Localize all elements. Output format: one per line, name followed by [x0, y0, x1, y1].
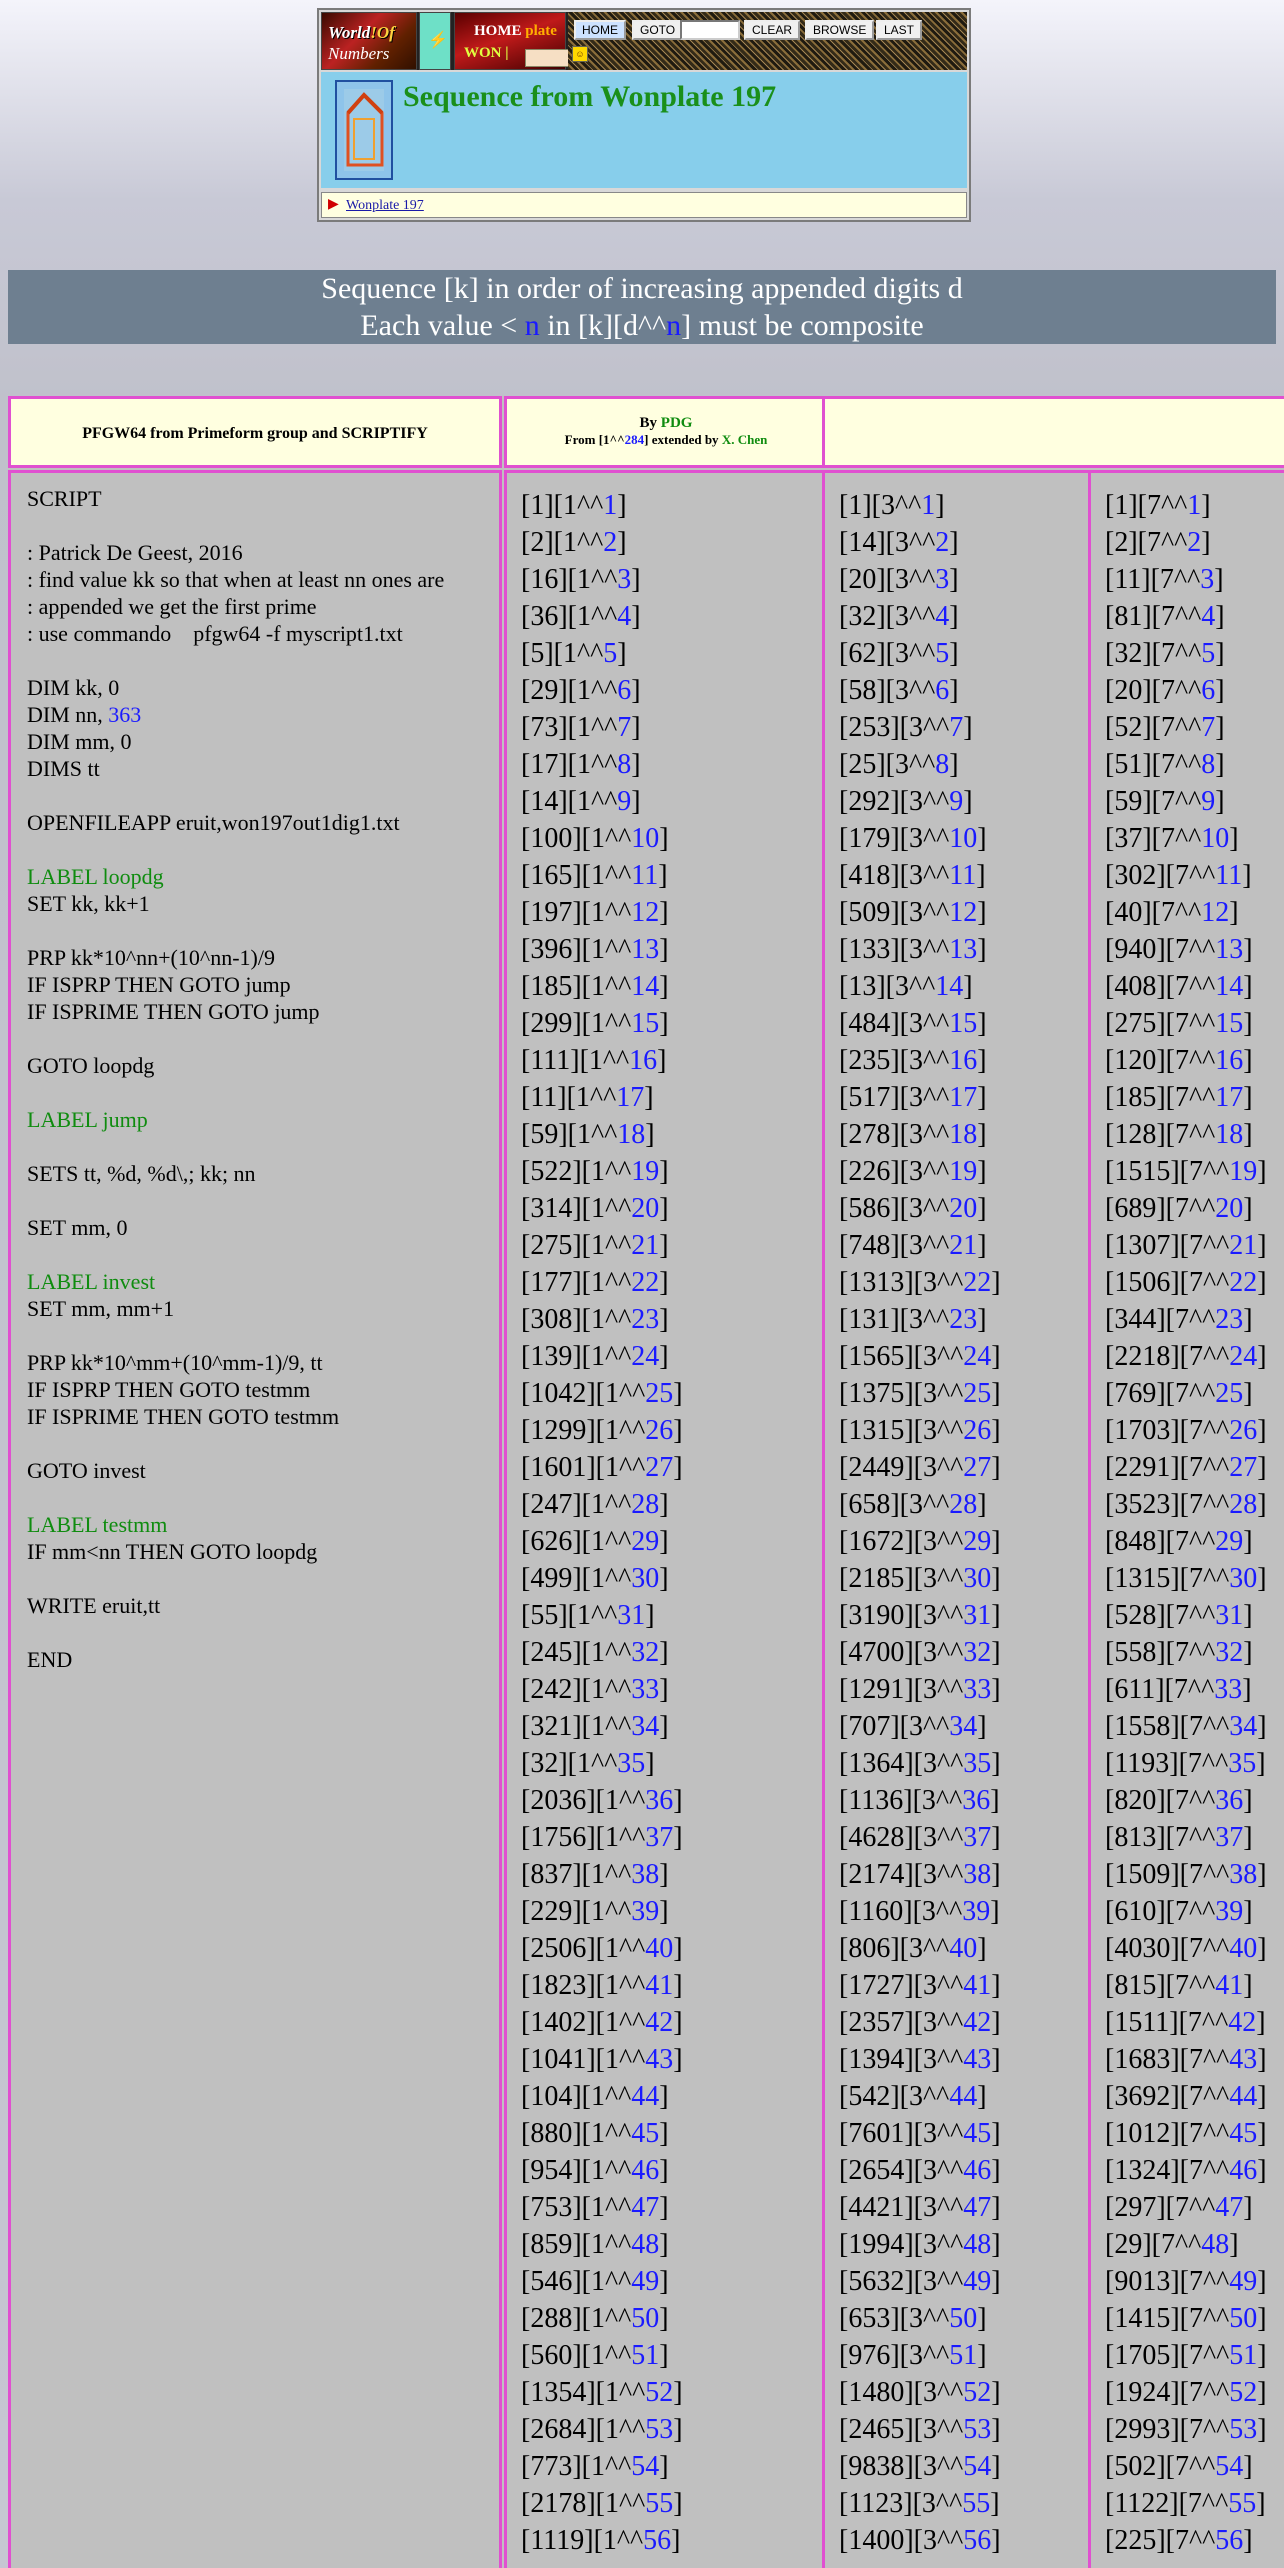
script-line: IF ISPRIME THEN GOTO jump	[27, 999, 320, 1024]
sequence-entry: [1415][7^^50]	[1105, 2303, 1267, 2334]
script-line: GOTO loopdg	[27, 1053, 155, 1078]
sequence-entry: [1394][3^^43]	[839, 2044, 1001, 2075]
sequence-entry: [25][3^^8]	[839, 749, 959, 780]
sequence-entry: [2291][7^^27]	[1105, 1452, 1267, 1483]
sequence-entry: [59][7^^9]	[1105, 786, 1225, 817]
sequence-entry: [4030][7^^40]	[1105, 1933, 1267, 1964]
sequence-entry: [17][1^^8]	[521, 749, 641, 780]
sequence-entry: [120][7^^16]	[1105, 1045, 1253, 1076]
script-line: IF ISPRIME THEN GOTO testmm	[27, 1404, 340, 1429]
sequence-entry: [1364][3^^35]	[839, 1748, 1001, 1779]
sequence-entry: [880][1^^45]	[521, 2118, 669, 2149]
script-line	[27, 1133, 499, 1160]
sequence-entry: [1012][7^^45]	[1105, 2118, 1267, 2149]
sequence-entry: [837][1^^38]	[521, 1859, 669, 1890]
sequence-entry: [2][7^^2]	[1105, 527, 1211, 558]
sequence-entry: [1727][3^^41]	[839, 1970, 1001, 2001]
script-line: IF mm<nn THEN GOTO loopdg	[27, 1539, 318, 1564]
header-script: PFGW64 from Primeform group and SCRIPTIFY	[8, 396, 502, 468]
sequence-entry: [1160][3^^39]	[839, 1896, 1000, 1927]
sequence-entry: [111][1^^16]	[521, 1045, 667, 1076]
sequence-entry: [1313][3^^22]	[839, 1267, 1001, 1298]
sequence-entry: [13][3^^14]	[839, 971, 973, 1002]
sequence-entry: [976][3^^51]	[839, 2340, 987, 2371]
script-line: IF ISPRP THEN GOTO testmm	[27, 1377, 311, 1402]
goto-input[interactable]	[680, 20, 740, 40]
wonplate-link[interactable]: Wonplate 197	[346, 198, 424, 213]
script-line: OPENFILEAPP eruit,won197out1dig1.txt	[27, 810, 400, 835]
sequence-entry: [1315][3^^26]	[839, 1415, 1001, 1446]
sequence-entry: [1041][1^^43]	[521, 2044, 683, 2075]
sequence-entry: [2506][1^^40]	[521, 1933, 683, 1964]
script-line: LABEL jump	[27, 1107, 148, 1132]
sequence-entry: [1511][7^^42]	[1105, 2007, 1266, 2038]
sequence-entry: [4628][3^^37]	[839, 1822, 1001, 1853]
sequence-entry: [1509][7^^38]	[1105, 1859, 1267, 1890]
sequence-entry: [308][1^^23]	[521, 1304, 669, 1335]
sequence-entry: [2449][3^^27]	[839, 1452, 1001, 1483]
banner-line-1: Sequence [k] in order of increasing appended digits d	[321, 272, 963, 305]
lightning-icon[interactable]: ⚡	[419, 12, 451, 70]
script-line: LABEL testmm	[27, 1512, 168, 1537]
sequence-entry: [859][1^^48]	[521, 2229, 669, 2260]
script-line: : Patrick De Geest, 2016	[27, 540, 243, 565]
page-title: Sequence from Wonplate 197	[403, 80, 777, 113]
sequence-entry: [4421][3^^47]	[839, 2192, 1001, 2223]
clear-button[interactable]: CLEAR	[744, 20, 800, 40]
sequence-entry: [297][7^^47]	[1105, 2192, 1253, 2223]
sequence-entry: [499][1^^30]	[521, 1563, 669, 1594]
sequence-entry: [509][3^^12]	[839, 897, 987, 928]
sequence-entry: [37][7^^10]	[1105, 823, 1239, 854]
sequence-entry: [848][7^^29]	[1105, 1526, 1253, 1557]
sequence-entry: [62][3^^5]	[839, 638, 959, 669]
sequence-entry: [104][1^^44]	[521, 2081, 669, 2112]
script-line	[27, 1187, 499, 1214]
script-line: DIM kk, 0	[27, 675, 120, 700]
sequence-entry: [11][1^^17]	[521, 1082, 654, 1113]
sequence-entry: [275][1^^21]	[521, 1230, 669, 1261]
sequence-entry: [20][7^^6]	[1105, 675, 1225, 706]
sequence-entry: [1193][7^^35]	[1105, 1748, 1266, 1779]
sequence-entry: [1307][7^^21]	[1105, 1230, 1267, 1261]
sequence-entry: [773][1^^54]	[521, 2451, 669, 2482]
sequence-entry: [1122][7^^55]	[1105, 2488, 1266, 2519]
sequence-entry: [226][3^^19]	[839, 1156, 987, 1187]
sequence-entry: [1823][1^^41]	[521, 1970, 683, 2001]
sequence-entry: [29][1^^6]	[521, 675, 641, 706]
sequence-entry: [59][1^^18]	[521, 1119, 655, 1150]
sequence-entry: [278][3^^18]	[839, 1119, 987, 1150]
script-line	[27, 1322, 499, 1349]
sequence-entry: [275][7^^15]	[1105, 1008, 1253, 1039]
sequence-entry: [51][7^^8]	[1105, 749, 1225, 780]
script-line: DIMS tt	[27, 756, 100, 781]
sequence-entry: [131][3^^23]	[839, 1304, 987, 1335]
sequence-entry: [4700][3^^32]	[839, 1637, 1001, 1668]
script-line: DIM mm, 0	[27, 729, 132, 754]
sequence-entry: [100][1^^10]	[521, 823, 669, 854]
sequence-entry: [9013][7^^49]	[1105, 2266, 1267, 2297]
sequence-entry: [1400][3^^56]	[839, 2525, 1001, 2556]
home-button[interactable]: HOME	[574, 20, 626, 40]
sequence-entry: [542][3^^44]	[839, 2081, 987, 2112]
sequence-entry: [288][1^^50]	[521, 2303, 669, 2334]
sequence-entry: [344][7^^23]	[1105, 1304, 1253, 1335]
sequence-entry: [1354][1^^52]	[521, 2377, 683, 2408]
sequence-entry: [611][7^^33]	[1105, 1674, 1252, 1705]
script-line: PRP kk*10^mm+(10^mm-1)/9, tt	[27, 1350, 323, 1375]
smiley-icon[interactable]: ☺	[572, 46, 588, 62]
sequence-entry: [1703][7^^26]	[1105, 1415, 1267, 1446]
sequence-entry: [1565][3^^24]	[839, 1341, 1001, 1372]
script-line	[27, 647, 499, 674]
script-line	[27, 917, 499, 944]
sequence-entry: [560][1^^51]	[521, 2340, 669, 2371]
sequence-entry: [954][1^^46]	[521, 2155, 669, 2186]
sequence-entry: [1324][7^^46]	[1105, 2155, 1267, 2186]
sequence-entry: [235][3^^16]	[839, 1045, 987, 1076]
header-xinyao-chen	[822, 396, 1284, 468]
script-listing	[8, 470, 502, 2568]
script-line	[27, 1484, 499, 1511]
sequence-entry: [7601][3^^45]	[839, 2118, 1001, 2149]
sequence-entry: [5632][3^^49]	[839, 2266, 1001, 2297]
sequence-entry: [2218][7^^24]	[1105, 1341, 1267, 1372]
script-line	[27, 512, 499, 539]
sequence-entry: [177][1^^22]	[521, 1267, 669, 1298]
sequence-entry: [940][7^^13]	[1105, 934, 1253, 965]
sequence-entry: [1756][1^^37]	[521, 1822, 683, 1853]
script-line: LABEL invest	[27, 1269, 156, 1294]
script-line: PRP kk*10^nn+(10^nn-1)/9	[27, 945, 275, 970]
sequence-entry: [2178][1^^55]	[521, 2488, 683, 2519]
sequence-entry: [1683][7^^43]	[1105, 2044, 1267, 2075]
sequence-entry: [1994][3^^48]	[839, 2229, 1001, 2260]
sequence-entry: [2185][3^^30]	[839, 1563, 1001, 1594]
script-line	[27, 1241, 499, 1268]
script-line: SCRIPT	[27, 486, 102, 511]
sequence-entry: [408][7^^14]	[1105, 971, 1253, 1002]
sequence-entry: [806][3^^40]	[839, 1933, 987, 1964]
script-line	[27, 782, 499, 809]
sequence-entry: [1672][3^^29]	[839, 1526, 1001, 1557]
sequence-entry: [748][3^^21]	[839, 1230, 987, 1261]
sequence-entry: [658][3^^28]	[839, 1489, 987, 1520]
sequence-entry: [626][1^^29]	[521, 1526, 669, 1557]
sequence-entry: [32][3^^4]	[839, 601, 959, 632]
sequence-entry: [55][1^^31]	[521, 1600, 655, 1631]
sequence-entry: [247][1^^28]	[521, 1489, 669, 1520]
script-line: : use commando pfgw64 -f myscript1.txt	[27, 621, 403, 646]
sequence-entry: [52][7^^7]	[1105, 712, 1225, 743]
script-line	[27, 1025, 499, 1052]
sequence-entry: [3692][7^^44]	[1105, 2081, 1267, 2112]
sequence-entry: [2684][1^^53]	[521, 2414, 683, 2445]
title-area	[321, 72, 967, 188]
results-table	[8, 396, 1284, 2568]
sequence-entry: [139][1^^24]	[521, 1341, 669, 1372]
sequence-banner	[8, 270, 1276, 344]
script-line: SETS tt, %d, %d\,; kk; nn	[27, 1161, 256, 1186]
sequence-entry: [32][1^^35]	[521, 1748, 655, 1779]
sequence-entry: [1315][7^^30]	[1105, 1563, 1267, 1594]
script-line	[27, 1430, 499, 1457]
sequence-entry: [1924][7^^52]	[1105, 2377, 1267, 2408]
banner-line-2: Each value < n in [k][d^^n] must be composite	[360, 309, 924, 342]
script-line: WRITE eruit,tt	[27, 1593, 161, 1618]
sequence-entry: [314][1^^20]	[521, 1193, 669, 1224]
sequence-entry: [586][3^^20]	[839, 1193, 987, 1224]
sequence-entry: [517][3^^17]	[839, 1082, 987, 1113]
script-line: SET kk, kk+1	[27, 891, 150, 916]
sequence-entry: [2036][1^^36]	[521, 1785, 683, 1816]
sequence-entry: [20][3^^3]	[839, 564, 959, 595]
sequence-entry: [225][7^^56]	[1105, 2525, 1253, 2556]
sequence-entry: [292][3^^9]	[839, 786, 973, 817]
sequence-entry: [820][7^^36]	[1105, 1785, 1253, 1816]
script-line: : appended we get the first prime	[27, 594, 317, 619]
sequence-entry: [1042][1^^25]	[521, 1378, 683, 1409]
sequence-entry: [689][7^^20]	[1105, 1193, 1253, 1224]
browse-button[interactable]: BROWSE	[805, 20, 874, 40]
triangle-right-icon: ▶	[328, 197, 339, 212]
sequence-entry: [753][1^^47]	[521, 2192, 669, 2223]
script-line: DIM nn, 363	[27, 702, 142, 727]
sequence-entry: [546][1^^49]	[521, 2266, 669, 2297]
sequence-entry: [2174][3^^38]	[839, 1859, 1001, 1890]
script-line: LABEL loopdg	[27, 864, 164, 889]
sequence-entry: [1291][3^^33]	[839, 1674, 1001, 1705]
breadcrumb	[321, 192, 967, 218]
sequence-entry: [1][1^^1]	[521, 490, 627, 521]
sequence-entry: [2654][3^^46]	[839, 2155, 1001, 2186]
sequence-entry: [197][1^^12]	[521, 897, 669, 928]
header-pdg: By PDG From [1^^284] extended by X. Chen	[504, 396, 828, 468]
sequence-entry: [302][7^^11]	[1105, 860, 1252, 891]
sequence-entry: [229][1^^39]	[521, 1896, 669, 1927]
sequence-entry: [484][3^^15]	[839, 1008, 987, 1039]
script-line	[27, 1079, 499, 1106]
script-line	[27, 1619, 499, 1646]
sequence-entry: [418][3^^11]	[839, 860, 986, 891]
goto-button[interactable]: GOTO	[632, 20, 683, 40]
won-number-input[interactable]	[525, 49, 569, 67]
script-line: GOTO invest	[27, 1458, 146, 1483]
sequence-entry: [36][1^^4]	[521, 601, 641, 632]
house-logo-icon	[335, 80, 393, 180]
sequence-entry: [5][1^^5]	[521, 638, 627, 669]
sequence-column-digit-7	[1088, 470, 1284, 2568]
sequence-column-digit-1	[504, 470, 828, 2568]
sequence-entry: [1136][3^^36]	[839, 1785, 1000, 1816]
sequence-entry: [1119][1^^56]	[521, 2525, 681, 2556]
sequence-entry: [185][7^^17]	[1105, 1082, 1253, 1113]
sequence-entry: [1601][1^^27]	[521, 1452, 683, 1483]
sequence-entry: [165][1^^11]	[521, 860, 668, 891]
sequence-entry: [1][7^^1]	[1105, 490, 1211, 521]
sequence-entry: [133][3^^13]	[839, 934, 987, 965]
sequence-entry: [32][7^^5]	[1105, 638, 1225, 669]
sequence-entry: [321][1^^34]	[521, 1711, 669, 1742]
sequence-entry: [1299][1^^26]	[521, 1415, 683, 1446]
sequence-entry: [769][7^^25]	[1105, 1378, 1253, 1409]
sequence-entry: [815][7^^41]	[1105, 1970, 1253, 2001]
sequence-entry: [11][7^^3]	[1105, 564, 1224, 595]
sequence-entry: [2993][7^^53]	[1105, 2414, 1267, 2445]
sequence-entry: [253][3^^7]	[839, 712, 973, 743]
script-line	[27, 1565, 499, 1592]
sequence-entry: [29][7^^48]	[1105, 2229, 1239, 2260]
script-line	[27, 836, 499, 863]
sequence-entry: [245][1^^32]	[521, 1637, 669, 1668]
sequence-entry: [1][3^^1]	[839, 490, 945, 521]
sequence-entry: [813][7^^37]	[1105, 1822, 1253, 1853]
sequence-entry: [528][7^^31]	[1105, 1600, 1253, 1631]
script-line: END	[27, 1647, 73, 1672]
sequence-entry: [610][7^^39]	[1105, 1896, 1253, 1927]
sequence-entry: [2357][3^^42]	[839, 2007, 1001, 2038]
sequence-entry: [3190][3^^31]	[839, 1600, 1001, 1631]
sequence-entry: [3523][7^^28]	[1105, 1489, 1267, 1520]
sequence-entry: [1375][3^^25]	[839, 1378, 1001, 1409]
sequence-entry: [128][7^^18]	[1105, 1119, 1253, 1150]
sequence-entry: [1515][7^^19]	[1105, 1156, 1267, 1187]
world-of-numbers-logo[interactable]: World!Of Numbers	[321, 12, 417, 70]
nav-row	[321, 12, 967, 70]
toolbar	[568, 12, 967, 70]
sequence-entry: [40][7^^12]	[1105, 897, 1239, 928]
last-button[interactable]: LAST	[876, 20, 922, 40]
sequence-entry: [2][1^^2]	[521, 527, 627, 558]
sequence-column-digit-3	[822, 470, 1094, 2568]
sequence-entry: [653][3^^50]	[839, 2303, 987, 2334]
sequence-entry: [14][3^^2]	[839, 527, 959, 558]
sequence-entry: [1705][7^^51]	[1105, 2340, 1267, 2371]
sequence-entry: [185][1^^14]	[521, 971, 669, 1002]
sequence-entry: [707][3^^34]	[839, 1711, 987, 1742]
sequence-entry: [73][1^^7]	[521, 712, 641, 743]
script-line: SET mm, 0	[27, 1215, 128, 1240]
script-line: : find value kk so that when at least nn ones are	[27, 567, 445, 592]
sequence-entry: [1123][3^^55]	[839, 2488, 1000, 2519]
navigation-panel	[317, 8, 971, 222]
sequence-entry: [179][3^^10]	[839, 823, 987, 854]
sequence-entry: [81][7^^4]	[1105, 601, 1225, 632]
sequence-entry: [16][1^^3]	[521, 564, 641, 595]
sequence-entry: [396][1^^13]	[521, 934, 669, 965]
sequence-entry: [502][7^^54]	[1105, 2451, 1253, 2482]
home-plate-won-link[interactable]: HOME plate WON |	[454, 12, 566, 70]
sequence-entry: [14][1^^9]	[521, 786, 641, 817]
sequence-entry: [58][3^^6]	[839, 675, 959, 706]
sequence-entry: [9838][3^^54]	[839, 2451, 1001, 2482]
sequence-entry: [522][1^^19]	[521, 1156, 669, 1187]
sequence-entry: [2465][3^^53]	[839, 2414, 1001, 2445]
script-line: SET mm, mm+1	[27, 1296, 175, 1321]
script-line: IF ISPRP THEN GOTO jump	[27, 972, 291, 997]
sequence-entry: [1480][3^^52]	[839, 2377, 1001, 2408]
sequence-entry: [299][1^^15]	[521, 1008, 669, 1039]
sequence-entry: [1402][1^^42]	[521, 2007, 683, 2038]
sequence-entry: [1506][7^^22]	[1105, 1267, 1267, 1298]
sequence-entry: [242][1^^33]	[521, 1674, 669, 1705]
sequence-entry: [558][7^^32]	[1105, 1637, 1253, 1668]
sequence-entry: [1558][7^^34]	[1105, 1711, 1267, 1742]
